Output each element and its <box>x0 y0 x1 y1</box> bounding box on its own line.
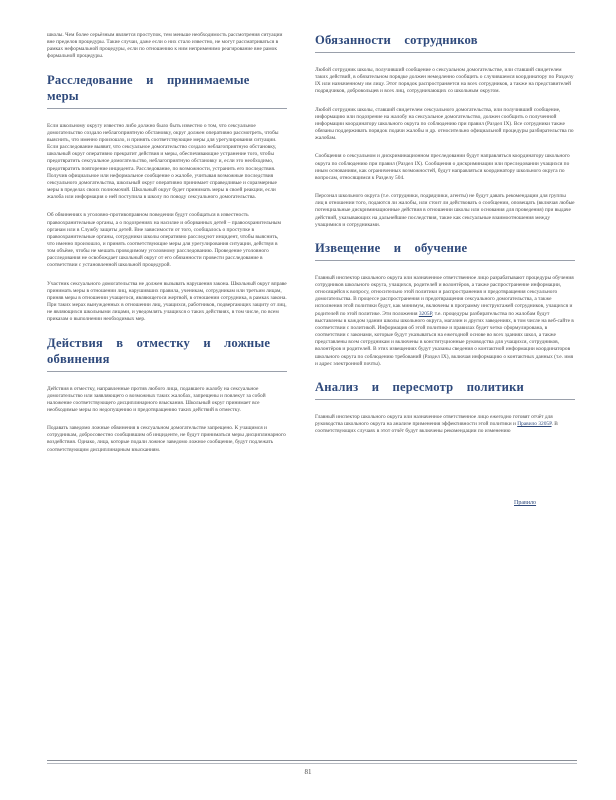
section-heading-wrap <box>47 72 287 109</box>
paragraph: Об обвинениях в уголовно-противоправном поведении будут сообщаться в известность правоохранительные органы, а о подозрениях на насилие и оборванных детей – правоохранительным органам или в Службу защиты детей. Вне зависимости от того, сообщалось о проступке в правоохранительные органы, сотрудники школы оперативно расследуют инцидент, чтобы выяснить, что именно произошло, и принять соответствующие меры для урегулирования ситуации, действуя в том объёме, чтобы не мешать проводимому уголовному расследованию. Проведение уголовного расследования не освобождает школьный округ от его обязанности провести расследование в соответствии с установленной школьной процедурой. <box>47 212 281 269</box>
section-title-employee-duties: Обязанности сотрудников <box>315 32 575 53</box>
paragraph: Подавать заведомо ложные обвинения в сексуальном домогательстве запрещено. К учащимся и сотрудникам, добросовестно сообщившим об инциденте, не будут приниматься меры дисциплинарного воздействия. Однако, лица, которые подали ложное заведомо ложное сообщение, будут подлежать соответствующим дисциплинарным взысканиям. <box>47 425 286 453</box>
left-column <box>47 32 287 465</box>
section-heading-wrap <box>315 379 575 400</box>
section-title-investigation: Расследование и принимаемые меры <box>47 72 287 109</box>
paragraph-text: Главный инспектор школьного округа или назначенное ответственное лицо разрабатывают процедуры обучения сотрудников школьного округа, учащихся, родителей и волонтёров, а также распространение информации, относящейся к вопросу, относительно этой политики и распространения и предотвращения сексуального домогательства. В процессе распространения и предотвращения сексуального домогательства, а также исполнения этой политики будут, как минимум, включены в программу инструктажей сотрудников, учащихся и родителей по этой политике. Эти положения <box>315 274 574 317</box>
policy-link[interactable]: 3205P <box>418 310 433 317</box>
policy-link[interactable]: Правило 3205P <box>517 421 552 427</box>
paragraph <box>315 414 575 435</box>
paragraph: Персонал школьного округа (т.е. сотрудники, подрядчики, агенты) не будут давать рекомендации для группы лиц в отношении того, подаются ли жалобы, или стоит ли действовать о сообщении, оповещать (включая любые потенциальные дискриминационные действия в отношении школы или основания для проведения) при выдаче действий, указывающих на дальнейшие последствия, такие как сексуальные взаимоотношения между учащимися и сотрудниками. <box>315 193 575 228</box>
paragraph-text: , т.е. процедуры разбирательства по жалобам будут выставлены в каждом здании школы школьного округа, магазин и других заведениях, в том числе на веб-сайте в соответствии с политикой. Информация об этой политике и правилах будет четко сформулирована, в соответствии с законами, которые будут указываться на ежегодной основе во всех зданиях школ, а также представлены всем сотрудникам и включены в конституционные руководства для учащихся, сотрудников, волонтёров и родителей. В этих извещениях будут указаны сведения о контактной информации координаторов школьного округа по соблюдению требований (Раздел IX), включая информацию о контактных данных (т.е. имя и адрес электронной почты). <box>315 310 574 367</box>
paragraph-text: Главный инспектор школьного округа или назначенное ответственное лицо ежегодно готовят отчёт для руководства школьного округа на анализе применения эффективности этой политики и <box>315 413 553 427</box>
paragraph: Участник сексуального домогательства не должен вызывать нарушения закона. Школьный округ вправе принимать меры в отношении лиц, нарушивших правила, ученикам, сотрудникам или третьим лицам, приняв меры в отношении учащегося, являющегося жертвой, в отношении сотрудника, в рамках закона. При таких мерах вынужденных в отношении лиц, учащихся, работников, подвергающих защиту от лиц, не являющихся школьными лицами, и уведомлять учащихся о таких действиях, в том числе, по всем приказам о выполнении необходимых мер. <box>47 280 287 323</box>
page-number: 81 <box>304 768 312 776</box>
intro-paragraph: школы. Чем более серьёзным является проступок, тем меньше необходимость рассмотрения ситуации вне пределов процедуры. Такие случаи, даже если о них стало известно, не могут рассматриваться в рамках неформальной процедуры, если по отношению к ним неприменимо реагирование вне рамок формальной процедуры. <box>47 32 283 60</box>
paragraph-text: . В соответствующих случаях в этот отчёт будут включены рекомендации по изменению <box>315 421 558 435</box>
paragraph <box>315 275 575 368</box>
footer-rule <box>47 763 577 764</box>
paragraph: Любой сотрудник школы, ставший свидетелем сексуального домогательства, или получивший сообщение, информацию или подозрение на жалобу на сексуальное домогательство, должен сообщить о полученной информации координатору школьного округа по соблюдению при правил (Раздел IX). Все сотрудники также обязаны поддерживать порядок подачи жалобы и др. относительно официальной процедуры разбирательства по жалобам. <box>315 106 574 142</box>
section-title-retaliation: Действия в отместку и ложные обвинения <box>47 335 287 372</box>
paragraph: Действия в отместку, направленные против любого лица, подавшего жалобу на сексуальное домогательство или заявляющего о возможных таких жалобах, запрещены и повлекут за собой наложение соответствующего дисциплинарного взыскания. Школьный округ принимает все необходимые меры по недопущению и предотвращению таких действий в отместку. <box>47 385 266 413</box>
section-heading-wrap <box>47 335 287 372</box>
right-column <box>315 32 575 446</box>
footer-rule <box>47 760 577 761</box>
section-heading-wrap <box>315 240 575 261</box>
paragraph: Любой сотрудник школы, получивший сообщение о сексуальном домогательстве, или ставший свидетелем таких действий, в обязательном порядке должен немедленно сообщить о случившемся координатору по Разделу IX или назначенному им лицу. Этот порядок распространяется на всех сотрудников, а также на представителей подрядчиков, добровольцев и всех лиц, сотрудничающих со школьным округом. <box>315 67 574 95</box>
paragraph: Если школьному округу известно либо должно было быть известно о том, что сексуальное домогательство создало неблагоприятную обстановку, округ должен оперативно рассмотреть, чтобы выяснить, что именно произошло, и принять соответствующие меры для урегулирования ситуации. Если расследование выявит, что сексуальное домогательство создало неблагоприятную обстановку, школьный округ оперативно прекратит действия и меры, обеспечивающие устранение того, чтобы предотвратить сексуальное домогательство, неблагоприятную обстановку и, если это необходимо, предотвратить повторение инцидента. Расследование, по возможности, устранить его последствия. Получив официальное или неформальное сообщение о жалобе, учитывая возможные последствия сексуального домогательства, школьный округ оперативно принимает справедливые и соразмерные меры в пределах своих полномочий. Школьный округ будет принимать меры в своей реакции, если жалоба или информация о ней поступила в школу по поводу сексуального домогательства. <box>47 122 279 201</box>
section-heading-wrap <box>315 32 575 53</box>
margin-policy-link[interactable]: Правило <box>514 500 537 506</box>
section-title-notice-training: Извещение и обучение <box>315 240 575 261</box>
section-title-policy-review: Анализ и пересмотр политики <box>315 379 575 400</box>
paragraph: Сообщения о сексуальном и дискриминационном преследовании будут направляться координатору школьного округа по соблюдению при правил (Раздел IX). Сообщения о дискриминации или преследовании учащихся по иным основаниям, как ограниченных возможностей, будут направляться координатору школьного округа по вопросам, относящимся к Разделу 504. <box>315 153 570 181</box>
